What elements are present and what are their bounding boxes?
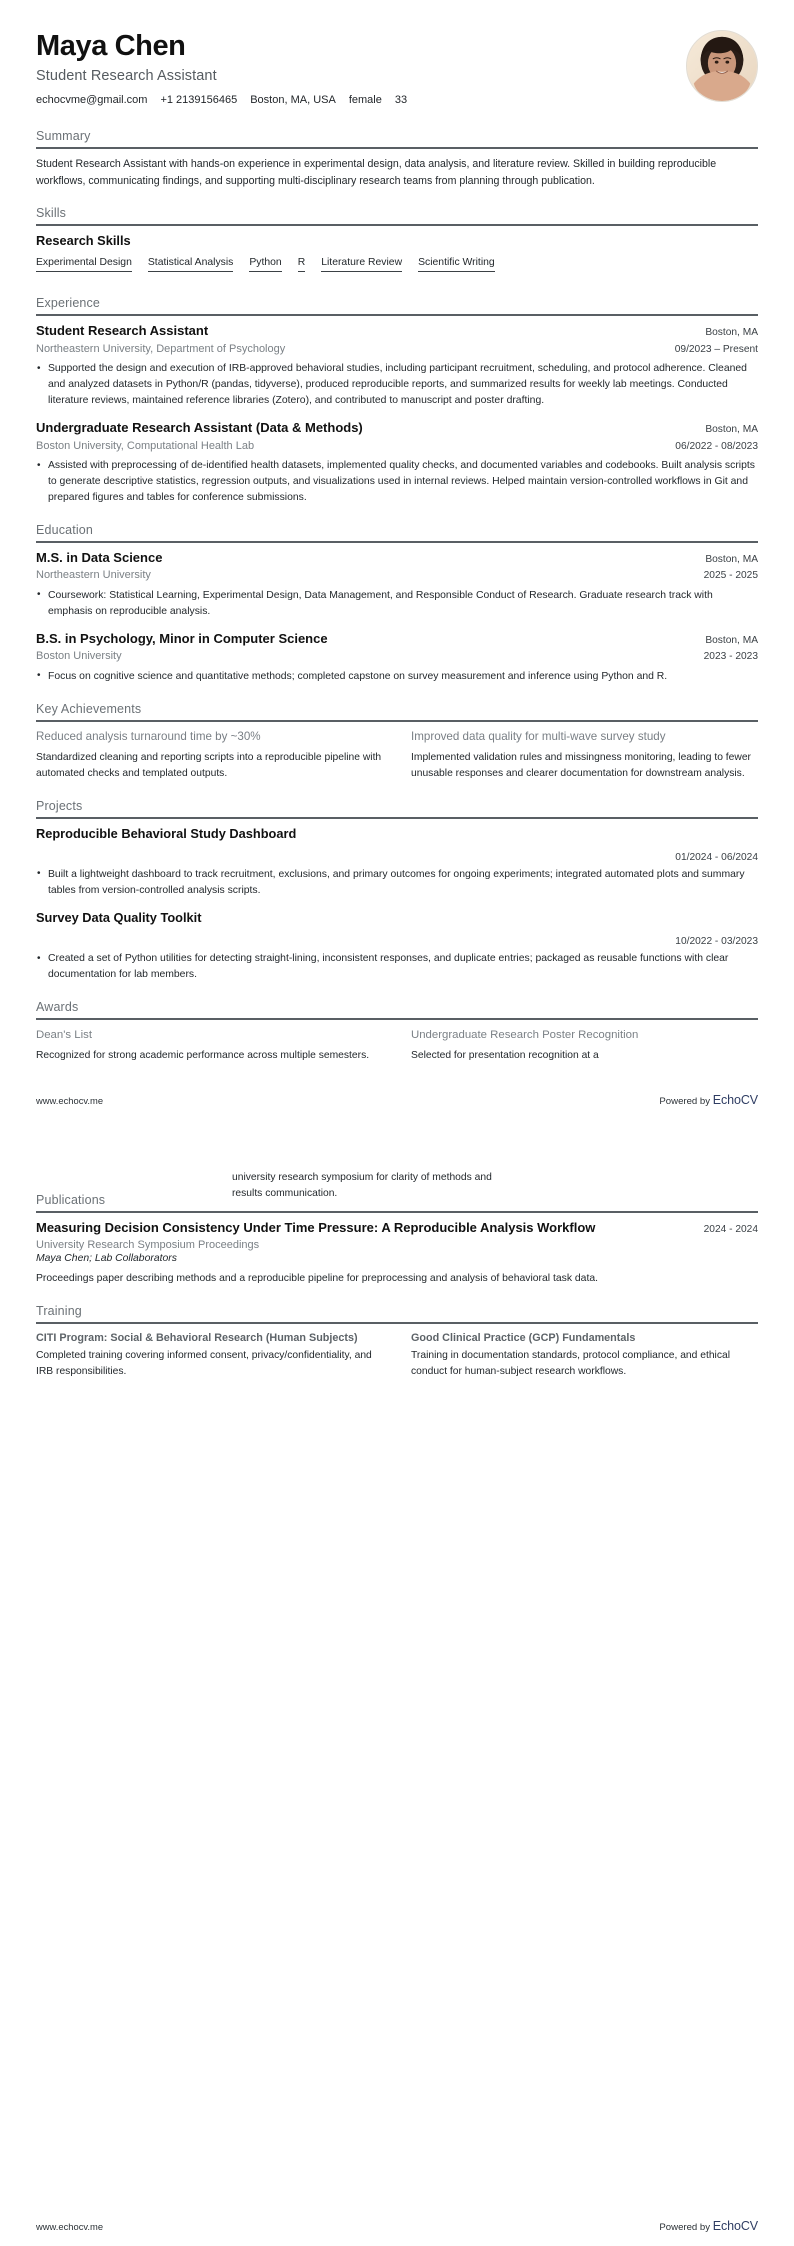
bullet-item: • Created a set of Python utilities for detecting straight-lining, inconsistent responses, and duplicate entries; packaged as reusable functions with clear documentation for lab members. [36,951,758,983]
page-break-gap [36,1064,758,1176]
section-title-experience: Experience [36,296,101,311]
entry-title: Undergraduate Research Assistant (Data & Methods) [36,419,363,435]
avatar-wrap [686,30,758,102]
publication-description: Proceedings paper describing methods and a reproducible pipeline for preprocessing and analysis of behavioral task data. [36,1272,599,1284]
entry-title: Student Research Assistant [36,323,209,339]
section-title-projects: Projects [36,799,83,814]
section-projects [36,799,758,983]
footer-url[interactable]: www.echocv.me [36,1095,104,1106]
section-summary [36,129,758,189]
publication-venue: University Research Symposium Proceedings [36,1238,260,1251]
entry-dates: 06/2022 - 08/2023 [675,440,758,452]
achievement-title: Reduced analysis turnaround time by ~30% [36,729,261,743]
contact-phone[interactable]: +1 2139156465 [160,94,238,107]
achievement-description: Implemented validation rules and missingness monitoring, leading to fewer unusable responses and clearer documentation for downstream analysis. [411,752,751,780]
training-item [36,1331,383,1381]
section-title-publications: Publications [36,1192,106,1207]
section-title-training: Training [36,1303,82,1318]
education-entry [36,550,758,620]
bullet-item: • Supported the design and execution of IRB-approved behavioral studies, including participant recruitment, scheduling, and protocol adherence. Cleaned and analyzed datasets in Python/R (pandas, tidyverse), produced reproducible reports, and summarized results for weekly lab meetings. Conducted literature reviews, maintained reference libraries (Zotero), and contributed to manuscript and poster drafting. [36,361,758,408]
entry-bullets [36,669,758,685]
powered-by-label: Powered by [659,1096,713,1107]
avatar [686,30,758,102]
achievement-item [411,729,758,783]
section-skills [36,206,758,279]
bullet-item: • Assisted with preprocessing of de-identified health datasets, implemented quality checks, and documented variables and codebooks. Built analysis scripts to generate descriptive statistics, regression outputs, and visualizations used in internal reviews. Helped maintain version-controlled workflows in Git and prepared figures and tables for conference submissions. [36,458,758,505]
project-item [36,910,758,982]
award-title: Undergraduate Research Poster Recognition [411,1028,639,1041]
entry-dates: 2025 - 2025 [703,570,758,582]
footer-url[interactable]: www.echocv.me [36,2221,104,2232]
experience-entry [36,420,758,506]
brand-name: EchoCV [712,1093,758,1107]
skill-chip: Literature Review [321,257,402,272]
training-grid [36,1331,758,1381]
powered-by-label: Powered by [659,2222,713,2233]
skill-list [36,257,758,279]
publication-authors: Maya Chen; Lab Collaborators [36,1252,177,1264]
award-item [411,1027,758,1064]
section-experience [36,296,758,505]
section-title-summary: Summary [36,129,91,144]
entry-dates: 2023 - 2023 [703,651,758,663]
award-description: Selected for presentation recognition at a [411,1049,599,1061]
training-title: Good Clinical Practice (GCP) Fundamentals [411,1331,636,1344]
entry-organization: Boston University [36,650,122,663]
award-item [36,1027,383,1064]
training-description: Training in documentation standards, protocol compliance, and ethical conduct for human-subject research workflows. [411,1350,731,1378]
education-entry [36,631,758,685]
section-publications [36,1193,758,1287]
page-footer [36,2219,758,2233]
publication-dates: 2024 - 2024 [703,1223,758,1235]
skill-group [36,233,758,279]
achievement-item [36,729,383,783]
award-grid [36,1027,758,1064]
contact-location: Boston, MA, USA [250,94,336,107]
page-footer [36,1093,758,1107]
summary-text: Student Research Assistant with hands-on experience in experimental design, data analysis, and literature review. Skilled in building reproducible workflows, communicating findings, and supporting multi-disciplinary research teams from planning through publication. [36,158,717,187]
project-bullets [36,867,758,899]
job-title: Student Research Assistant [36,68,217,85]
section-title-education: Education [36,522,93,537]
skill-chip: R [298,257,306,272]
contact-email[interactable]: echocvme@gmail.com [36,94,148,107]
portrait-photo-icon [687,31,757,101]
project-dates: 01/2024 - 06/2024 [675,851,758,863]
award-title: Dean's List [36,1028,92,1041]
footer-branding [659,1093,758,1107]
footer-branding [659,2219,758,2233]
entry-dates: 09/2023 – Present [674,344,758,356]
entry-organization: Northeastern University [36,569,151,582]
entry-location: Boston, MA [705,423,758,435]
brand-name: EchoCV [712,2219,758,2233]
training-title: CITI Program: Social & Behavioral Research (Human Subjects) [36,1331,358,1344]
project-title: Survey Data Quality Toolkit [36,910,202,926]
entry-title: M.S. in Data Science [36,549,163,565]
contact-gender: female [348,94,382,107]
resume-header [36,28,758,112]
bullet-item: • Built a lightweight dashboard to track recruitment, exclusions, and primary outcomes for ongoing experiments; integrated automated plots and summary tables from version-controlled analysis scripts. [36,867,758,899]
skill-chip: Python [249,257,281,272]
entry-title: B.S. in Psychology, Minor in Computer Science [36,630,328,646]
section-training [36,1304,758,1381]
project-dates: 10/2022 - 03/2023 [675,936,758,948]
award-description-overflow: university research symposium for clarity of methods and results communication. [232,1172,492,1199]
skill-group-name: Research Skills [36,233,131,249]
section-awards [36,1000,758,1064]
contact-line [36,94,668,106]
training-description: Completed training covering informed consent, privacy/confidentiality, and IRB responsibilities. [36,1350,372,1378]
section-key-achievements [36,702,758,783]
bullet-item: • Focus on cognitive science and quantitative methods; completed capstone on survey measurement and inference using Python and R. [36,669,758,685]
achievement-grid [36,729,758,783]
experience-entry [36,323,758,409]
entry-organization: Northeastern University, Department of Psychology [36,343,286,356]
skill-chip: Statistical Analysis [148,257,233,272]
award-description: Recognized for strong academic performance across multiple semesters. [36,1049,370,1061]
project-title: Reproducible Behavioral Study Dashboard [36,826,297,842]
training-item [411,1331,758,1381]
section-education [36,523,758,685]
contact-age: 33 [394,94,408,107]
section-title-key-achievements: Key Achievements [36,701,142,716]
skill-chip: Experimental Design [36,257,132,272]
entry-location: Boston, MA [705,553,758,565]
skill-chip: Scientific Writing [418,257,495,272]
achievement-title: Improved data quality for multi-wave survey study [411,729,666,743]
project-bullets [36,951,758,983]
achievement-description: Standardized cleaning and reporting scripts into a reproducible pipeline with automated checks and templated outputs. [36,752,382,780]
header-text-block [36,28,668,106]
entry-location: Boston, MA [705,327,758,339]
bullet-item: • Coursework: Statistical Learning, Experimental Design, Data Management, and Responsible Conduct of Research. Graduate research track with emphasis on reproducible analysis. [36,588,758,620]
publication-item [36,1220,758,1287]
publication-title: Measuring Decision Consistency Under Time Pressure: A Reproducible Analysis Workflow [36,1219,596,1235]
entry-bullets [36,361,758,408]
entry-bullets [36,458,758,505]
entry-location: Boston, MA [705,634,758,646]
section-title-awards: Awards [36,999,79,1014]
page-title: Maya Chen [36,30,186,62]
entry-bullets [36,588,758,620]
entry-organization: Boston University, Computational Health Lab [36,439,255,452]
project-item [36,826,758,898]
section-title-skills: Skills [36,206,67,221]
